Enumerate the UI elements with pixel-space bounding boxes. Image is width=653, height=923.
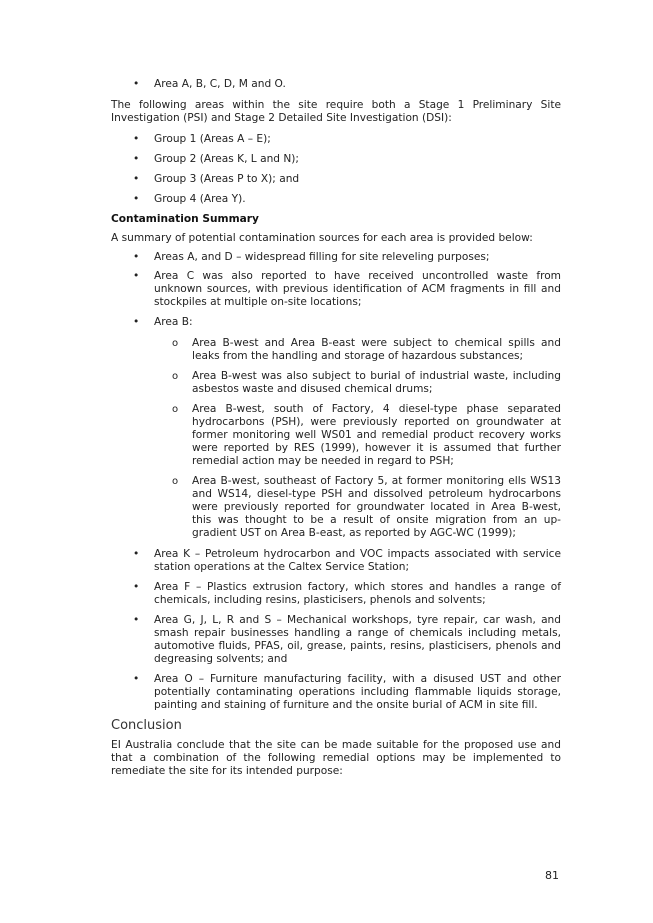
bullet-glyph: • — [133, 673, 140, 685]
list-item — [111, 614, 561, 666]
group-item-text: Group 1 (Areas A – E); — [154, 133, 271, 145]
bullet-glyph: • — [133, 251, 140, 263]
document-page — [111, 78, 561, 778]
list-item — [111, 475, 561, 540]
bullet-glyph: • — [133, 270, 140, 282]
area-b-item-text: Area B-west, southeast of Factory 5, at former monitoring ells WS13 and WS14, diesel-type PSH and dissolved petroleum hydrocarbons were previously reported for groundwater located in Area B-west, this was thought to be a result of onsite migration from an up-gradient UST on Area B-east, as reported by AGC-WC (1999); — [192, 475, 561, 539]
list-item — [111, 370, 561, 396]
sub-bullet-glyph: o — [172, 476, 179, 487]
list-item — [111, 153, 561, 166]
area-item-text: Area O – Furniture manufacturing facility, with a disused UST and other potentially contaminating operations including flammable liquids storage, painting and staining of furniture and the onsite burial of ACM in site fill. — [154, 673, 561, 711]
list-item — [111, 270, 561, 309]
list-item — [111, 548, 561, 574]
list-item — [111, 316, 561, 329]
bullet-glyph: • — [133, 548, 140, 560]
area-list — [111, 251, 561, 712]
bullet-glyph: • — [133, 173, 140, 185]
intro-bullet-text: Area A, B, C, D, M and O. — [154, 78, 286, 90]
area-b-item-text: Area B-west, south of Factory, 4 diesel-type phase separated hydrocarbons (PSH), were previously reported on groundwater at former monitoring well WS01 and remedial product recovery works were reported by RES (1999), however it is assumed that further remedial action may be needed in regard to PSH; — [192, 403, 561, 467]
area-b-sublist — [111, 337, 561, 540]
conclusion-paragraph: EI Australia conclude that the site can be made suitable for the proposed use and that a combination of the following remedial options may be implemented to remediate the site for its intended purpose: — [111, 739, 561, 777]
bullet-glyph: • — [133, 581, 140, 593]
sub-bullet-glyph: o — [172, 338, 179, 349]
area-item-text: Area B: — [154, 316, 193, 328]
bullet-glyph: • — [133, 614, 140, 626]
list-item — [111, 133, 561, 146]
area-b-item-text: Area B-west and Area B-east were subject to chemical spills and leaks from the handling and storage of hazardous substances; — [192, 337, 561, 362]
intro-bullet — [111, 78, 561, 91]
bullet-glyph: • — [133, 153, 140, 165]
bullet-glyph: • — [133, 133, 140, 145]
bullet-glyph: • — [133, 193, 140, 205]
area-item-text: Area C was also reported to have received uncontrolled waste from unknown sources, with previous identification of ACM fragments in fill and stockpiles at multiple on-site locations; — [154, 270, 561, 308]
group-item-text: Group 3 (Areas P to X); and — [154, 173, 300, 185]
list-item — [111, 673, 561, 712]
sub-bullet-glyph: o — [172, 371, 179, 382]
group-item-text: Group 2 (Areas K, L and N); — [154, 153, 300, 165]
conclusion-heading: Conclusion — [111, 718, 182, 733]
sub-bullet-glyph: o — [172, 404, 179, 415]
list-item — [111, 403, 561, 468]
stage-paragraph: The following areas within the site require both a Stage 1 Preliminary Site Investigation (PSI) and Stage 2 Detailed Site Investigation (DSI): — [111, 99, 561, 124]
bullet-glyph: • — [133, 316, 140, 328]
list-item — [111, 337, 561, 363]
list-item — [111, 251, 561, 264]
group-item-text: Group 4 (Area Y). — [154, 193, 246, 205]
list-item — [111, 173, 561, 186]
area-b-item-text: Area B-west was also subject to burial of industrial waste, including asbestos waste and disused chemical drums; — [192, 370, 561, 395]
page-number: 81 — [545, 869, 559, 882]
list-item — [111, 581, 561, 607]
bullet-glyph: • — [133, 78, 140, 90]
contamination-heading: Contamination Summary — [111, 213, 259, 225]
area-item-text: Area G, J, L, R and S – Mechanical workshops, tyre repair, car wash, and smash repair businesses handling a range of chemicals including metals, automotive fluids, PFAS, oil, grease, paints, resins, plasticisers, phenols and degreasing solvents; and — [154, 614, 561, 665]
list-item — [111, 193, 561, 206]
area-item-text: Area F – Plastics extrusion factory, which stores and handles a range of chemicals, including resins, plasticisers, phenols and solvents; — [154, 581, 561, 606]
area-item-text: Area K – Petroleum hydrocarbon and VOC impacts associated with service station operations at the Caltex Service Station; — [154, 548, 561, 573]
area-item-text: Areas A, and D – widespread filling for site releveling purposes; — [154, 251, 490, 263]
group-list — [111, 133, 561, 206]
summary-intro: A summary of potential contamination sources for each area is provided below: — [111, 232, 533, 244]
